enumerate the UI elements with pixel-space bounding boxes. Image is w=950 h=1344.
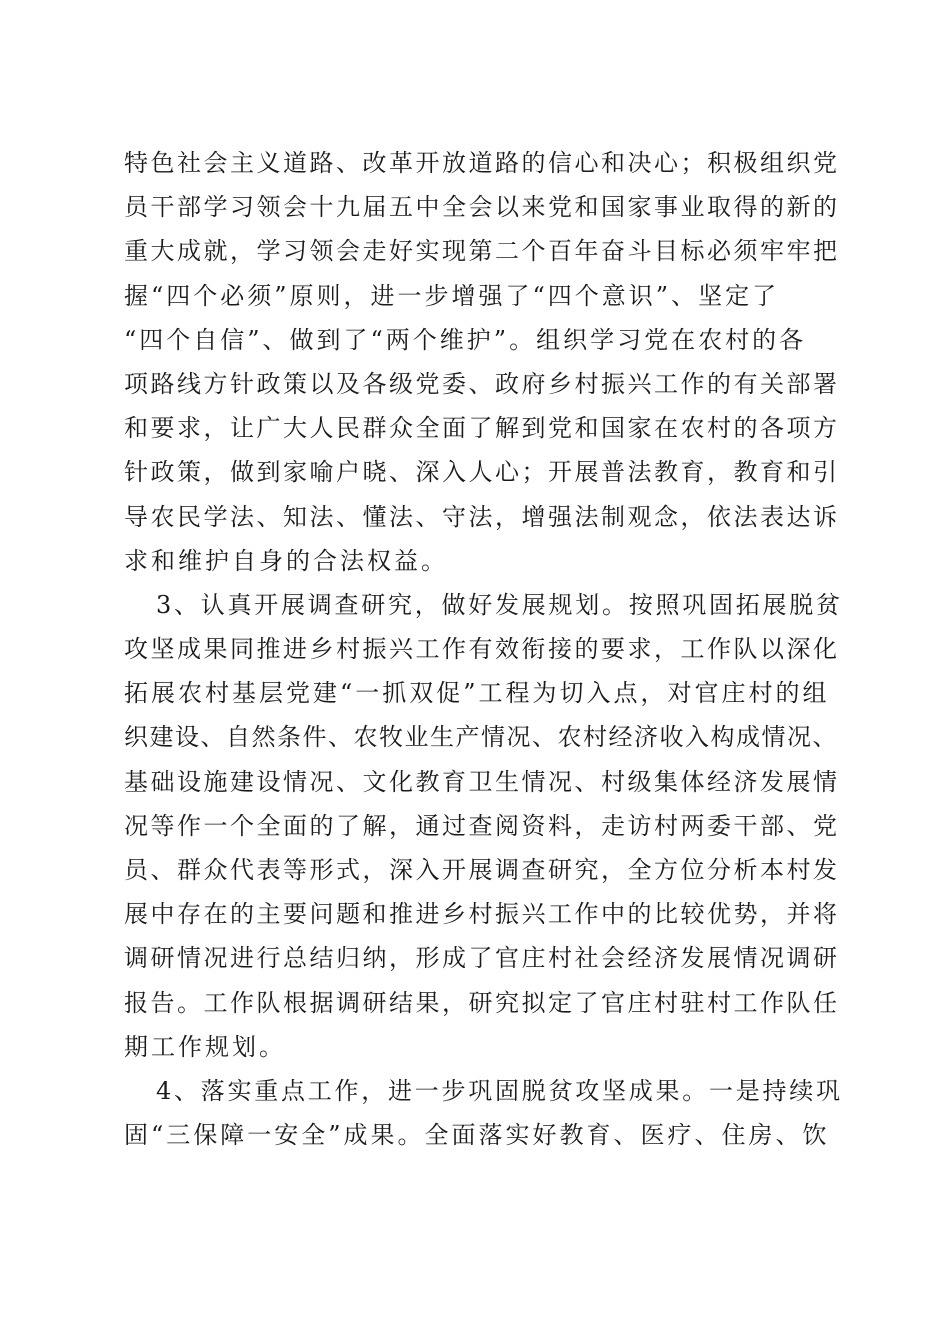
text-line: 员、群众代表等形式，深入开展调查研究，全方位分析本村发 (124, 856, 840, 884)
text-line: 展中存在的主要问题和推进乡村振兴工作中的比较优势，并将 (124, 900, 840, 929)
text-line: 攻坚成果同推进乡村振兴工作有效衔接的要求，工作队以深化 (124, 635, 840, 664)
text-line: 求和维护自身的合法权益。 (124, 546, 448, 575)
text-line: 特色社会主义道路、改革开放道路的信心和决心；积极组织党 (124, 149, 840, 177)
text-line: 握“四个必须”原则，进一步增强了“四个意识”、坚定了 (124, 281, 780, 310)
paragraph-4-first-line: 4、落实重点工作，进一步巩固脱贫攻坚成果。一是持续巩 (156, 1076, 843, 1105)
text-line: 基础设施建设情况、文化教育卫生情况、村级集体经济发展情 (124, 767, 840, 796)
text-line: 况等作一个全面的了解，通过查阅资料，走访村两委干部、党 (124, 811, 840, 840)
paragraph-3-first-line: 3、认真开展调查研究，做好发展规划。按照巩固拓展脱贫 (156, 590, 843, 619)
text-line: 报告。工作队根据调研结果，研究拟定了官庄村驻村工作队任 (124, 988, 840, 1017)
text-line: 拓展农村基层党建“一抓双促”工程为切入点，对官庄村的组 (124, 679, 830, 708)
document-body (124, 141, 844, 1157)
text-line: 和要求，让广大人民群众全面了解到党和国家在农村的各项方 (124, 414, 840, 443)
text-line: 重大成就，学习领会走好实现第二个百年奋斗目标必须牢牢把 (124, 237, 840, 266)
text-line: 导农民学法、知法、懂法、守法，增强法制观念，依法表达诉 (124, 502, 840, 531)
text-line: 项路线方针政策以及各级党委、政府乡村振兴工作的有关部署 (124, 369, 840, 398)
text-line: 调研情况进行总结归纳，形成了官庄村社会经济发展情况调研 (124, 944, 840, 973)
text-line: 针政策，做到家喻户晓、深入人心；开展普法教育，教育和引 (124, 458, 840, 487)
text-line: 期工作规划。 (124, 1032, 286, 1061)
text-line: 固“三保障一安全”成果。全面落实好教育、医疗、住房、饮 (124, 1121, 830, 1150)
text-line: “四个自信”、做到了“两个维护”。组织学习党在农村的各 (124, 325, 807, 354)
text-line: 员干部学习领会十九届五中全会以来党和国家事业取得的新的 (124, 193, 840, 222)
text-line: 织建设、自然条件、农牧业生产情况、农村经济收入构成情况、 (124, 723, 838, 752)
